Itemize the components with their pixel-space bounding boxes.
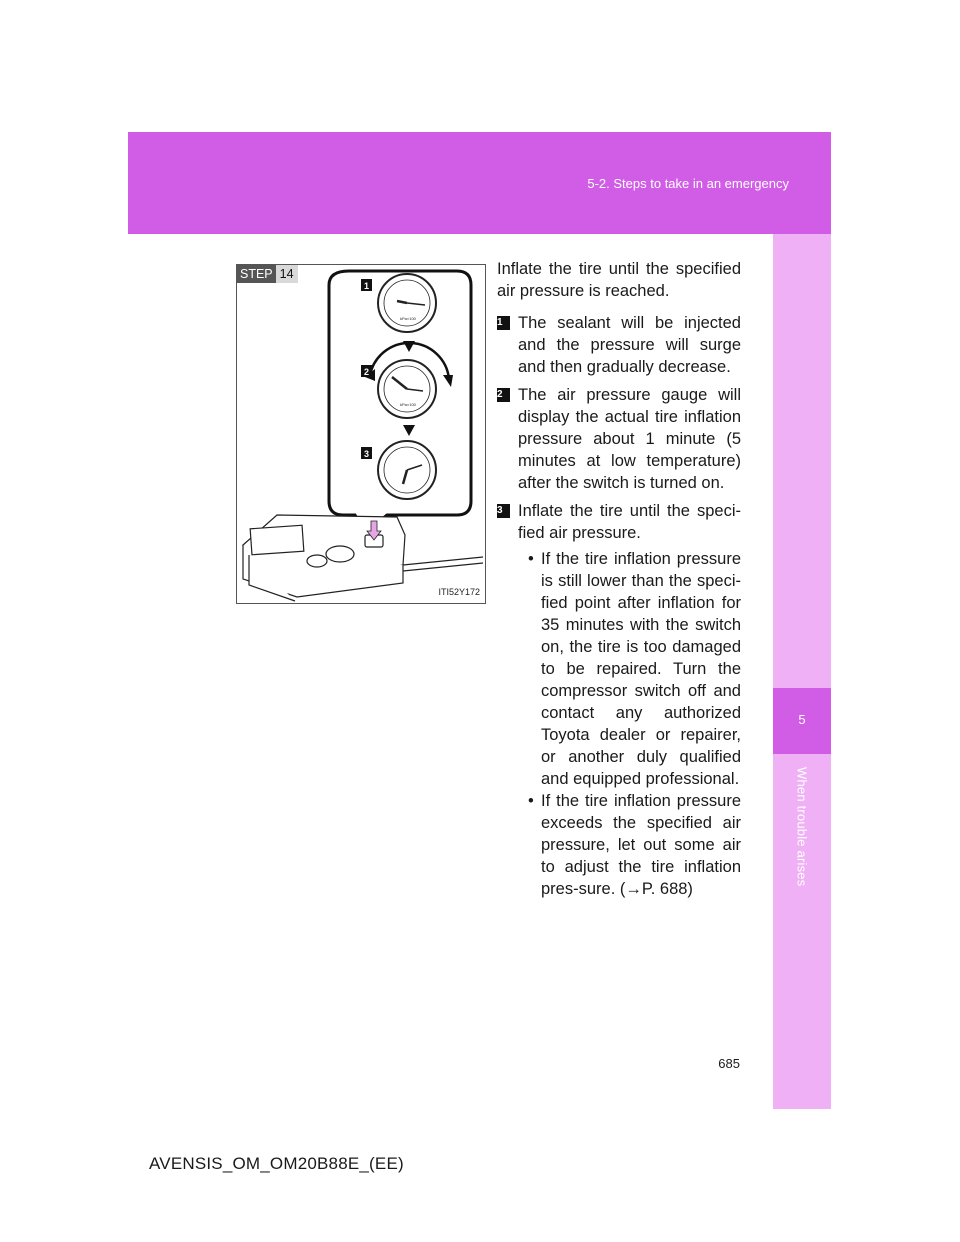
figure-code: ITI52Y172 (438, 587, 480, 597)
section-title: 5-2. Steps to take in an emergency (587, 176, 789, 191)
step-marker-3: 3 (497, 504, 510, 518)
page-number: 685 (718, 1056, 740, 1071)
step-text-3: Inflate the tire until the speci-fied air pressure. (518, 502, 741, 542)
bullet-list (518, 548, 741, 900)
gauge-3 (378, 441, 436, 499)
bullet-text-2: If the tire inflation pressure exceeds the specified air pressure, let out some air to adjust the tire inflation pres-sure. (→P. 688) (541, 792, 741, 898)
compressor-gauge-drawing (237, 265, 485, 603)
step-item-2 (497, 384, 741, 494)
step-illustration (236, 264, 486, 604)
side-tab (773, 234, 831, 1109)
list-item (518, 548, 741, 790)
intro-text: Inflate the tire until the specified air pressure is reached. (497, 260, 741, 300)
chapter-label-text: When trouble arises (794, 767, 810, 887)
chapter-label (773, 762, 831, 892)
step-item-1 (497, 312, 741, 378)
callout-1: 1 (363, 281, 370, 291)
callout-2: 2 (363, 367, 370, 377)
bullet-icon: • (528, 792, 534, 810)
footer-code: AVENSIS_OM_OM20B88E_(EE) (149, 1154, 404, 1173)
gauge-unit-1: kPa×100 (400, 316, 416, 321)
chapter-number: 5 (798, 712, 806, 727)
bullet-text-1: If the tire inflation pressure is still lower than the speci-fied point after inflation for 35 minutes with the switch on, the tire is too damaged to be repaired. Turn the compressor switch off and contact any authorized Toyota dealer or repairer, or another duly qualified and equipped professional. (541, 550, 741, 788)
gauge-unit-2: kPa×100 (400, 402, 416, 407)
step-marker-1: 1 (497, 316, 510, 330)
header-band (128, 132, 831, 234)
step-marker-2: 2 (497, 388, 510, 402)
step-word: STEP (237, 265, 276, 283)
list-item (518, 790, 741, 900)
gauge-1 (378, 274, 436, 332)
bullet-icon: • (528, 550, 534, 568)
step-number: 14 (276, 265, 298, 283)
step-item-3 (497, 500, 741, 900)
step-text-1: The sealant will be injected and the pressure will surge and then gradually decrease. (518, 314, 741, 376)
instructions (497, 258, 741, 906)
callout-3: 3 (363, 449, 370, 459)
step-text-2: The air pressure gauge will display the actual tire inflation pressure about 1 minute (5 minutes at low temperature) after the switch is turned on. (518, 386, 741, 492)
